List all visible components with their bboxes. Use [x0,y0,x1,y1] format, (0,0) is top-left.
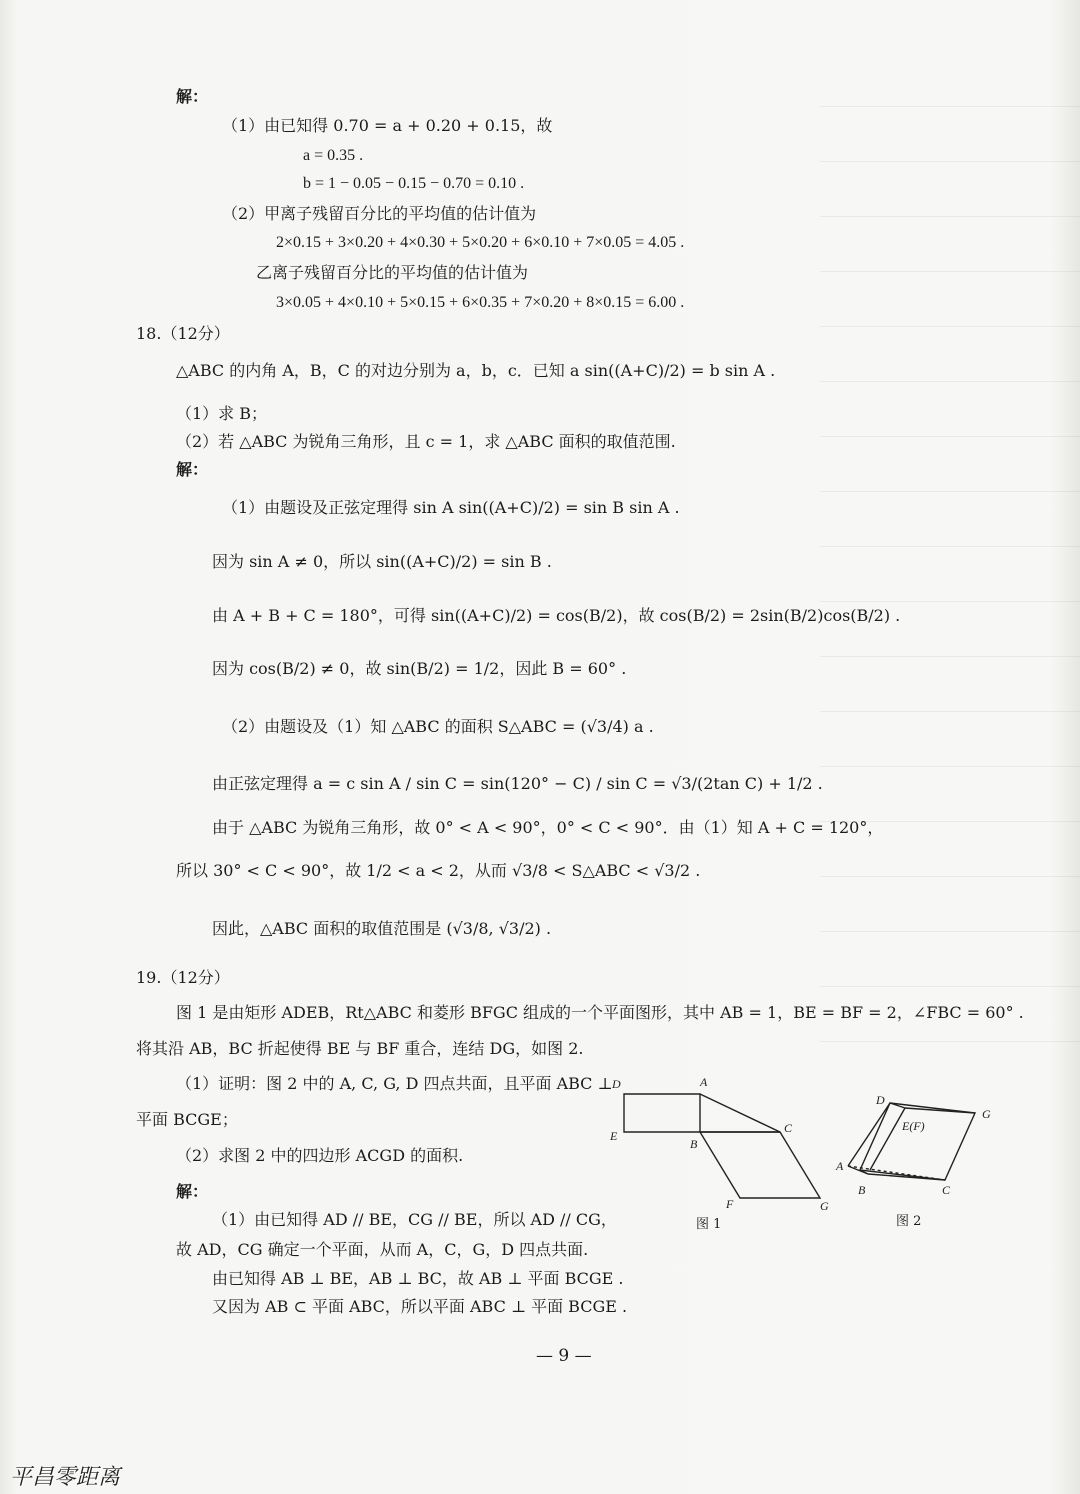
fig1-label-b: B [690,1137,698,1151]
p19-sol-line3: 由已知得 AB ⊥ BE，AB ⊥ BC，故 AB ⊥ 平面 BCGE . [212,1269,624,1288]
p19-sol-line2: 故 AD，CG 确定一个平面，从而 A，C，G，D 四点共面. [176,1240,589,1259]
p19-q1-line1: （1）证明：图 2 中的 A, C, G, D 四点共面，且平面 ABC ⊥ [176,1074,613,1093]
p18-sol-line4: 因为 cos(B/2) ≠ 0，故 sin(B/2) = 1/2，因此 B = 60° . [212,659,627,678]
p17-part2-line2: 2×0.15 + 3×0.20 + 4×0.30 + 5×0.20 + 6×0.10 + 7×0.05 = 4.05 . [276,234,685,251]
fig1-label-f: F [726,1197,734,1211]
show-through-texture [820,80,1080,1080]
fig2-label-ef: E(F) [902,1119,925,1133]
fig2-label-b: B [858,1183,866,1197]
fig1-label-a: A [700,1075,708,1089]
fig1-label-g: G [820,1199,829,1213]
p17-part1-line3: b = 1 − 0.05 − 0.15 − 0.70 = 0.10 . [303,175,525,192]
p18-sol-line5: （2）由题设及（1）知 △ABC 的面积 S△ABC = (√3/4) a . [222,717,654,736]
p19-header: 19.（12分） [136,968,230,987]
solution-label-19: 解： [176,1182,209,1201]
p19-sol-line4: 又因为 AB ⊂ 平面 ABC，所以平面 ABC ⊥ 平面 BCGE . [212,1297,628,1316]
p18-sol-line1: （1）由题设及正弦定理得 sin A sin((A+C)/2) = sin B sin A . [222,498,680,517]
p19-q1-line2: 平面 BCGE； [136,1110,238,1129]
fig2-label-g: G [982,1107,991,1121]
p17-part1-line2: a = 0.35 . [303,147,364,164]
fig2-label-c: C [942,1183,951,1197]
p18-q2: （2）若 △ABC 为锐角三角形，且 c = 1，求 △ABC 面积的取值范围. [176,432,676,451]
prism-outline [860,1103,975,1180]
figure-1-diagram [600,1070,840,1230]
p18-sol-line2: 因为 sin A ≠ 0，所以 sin((A+C)/2) = sin B . [212,552,552,571]
rectangle-adeb [624,1094,700,1132]
p19-q2: （2）求图 2 中的四边形 ACGD 的面积. [176,1146,464,1165]
fig1-label-c: C [784,1121,793,1135]
fig1-label-e: E [610,1129,618,1143]
p19-sol-line1: （1）由已知得 AD // BE，CG // BE，所以 AD // CG， [212,1210,617,1229]
p18-sol-line6: 由正弦定理得 a = c sin A / sin C = sin(120° − C) / sin C = √3/(2tan C) + 1/2 . [212,774,823,793]
fig2-label-a: A [836,1159,844,1173]
triangle-edge-ac [700,1094,780,1132]
page-number: — 9 — [536,1346,592,1366]
p17-part2-line3: 乙离子残留百分比的平均值的估计值为 [256,263,529,282]
solution-label-17: 解： [176,87,209,106]
fig2-label-d: D [876,1093,885,1107]
p18-sol-line3: 由 A + B + C = 180°，可得 sin((A+C)/2) = cos(B/2)，故 cos(B/2) = 2sin(B/2)cos(B/2) . [212,606,901,625]
p17-part2-line4: 3×0.05 + 4×0.10 + 5×0.15 + 6×0.35 + 7×0.20 + 8×0.15 = 6.00 . [276,294,685,311]
p18-header: 18.（12分） [136,324,230,343]
p18-sol-line7: 由于 △ABC 为锐角三角形，故 0° < A < 90°，0° < C < 90°．由（1）知 A + C = 120°， [212,818,884,837]
p19-stem-line1: 图 1 是由矩形 ADEB，Rt△ABC 和菱形 BFGC 组成的一个平面图形，其中 AB = 1，BE = BF = 2，∠FBC = 60° . [176,1003,1024,1022]
solution-label-18: 解： [176,460,209,479]
p18-sol-line9: 因此，△ABC 面积的取值范围是 (√3/8, √3/2) . [212,919,552,938]
p17-part2-line1: （2）甲离子残留百分比的平均值的估计值为 [222,204,537,223]
figure-2-diagram [830,1088,1010,1208]
p18-sol-line8: 所以 30° < C < 90°，故 1/2 < a < 2，从而 √3/8 < S△ABC < √3/2 . [176,861,701,880]
rhombus-bfgc [700,1132,820,1198]
p19-stem-line2: 将其沿 AB，BC 折起使得 BE 与 BF 重合，连结 DG，如图 2. [136,1039,584,1058]
fig1-label-d: D [612,1077,621,1091]
p18-q1: （1）求 B； [176,404,268,423]
p17-part1-line1: （1）由已知得 0.70 = a + 0.20 + 0.15，故 [222,116,553,135]
figure-1-caption: 图 1 [696,1217,722,1232]
figure-2-caption: 图 2 [896,1214,922,1229]
watermark-text: 平昌零距离 [10,1465,121,1490]
p18-stem: △ABC 的内角 A，B，C 的对边分别为 a，b，c．已知 a sin((A+C)/2) = b sin A . [176,361,776,380]
